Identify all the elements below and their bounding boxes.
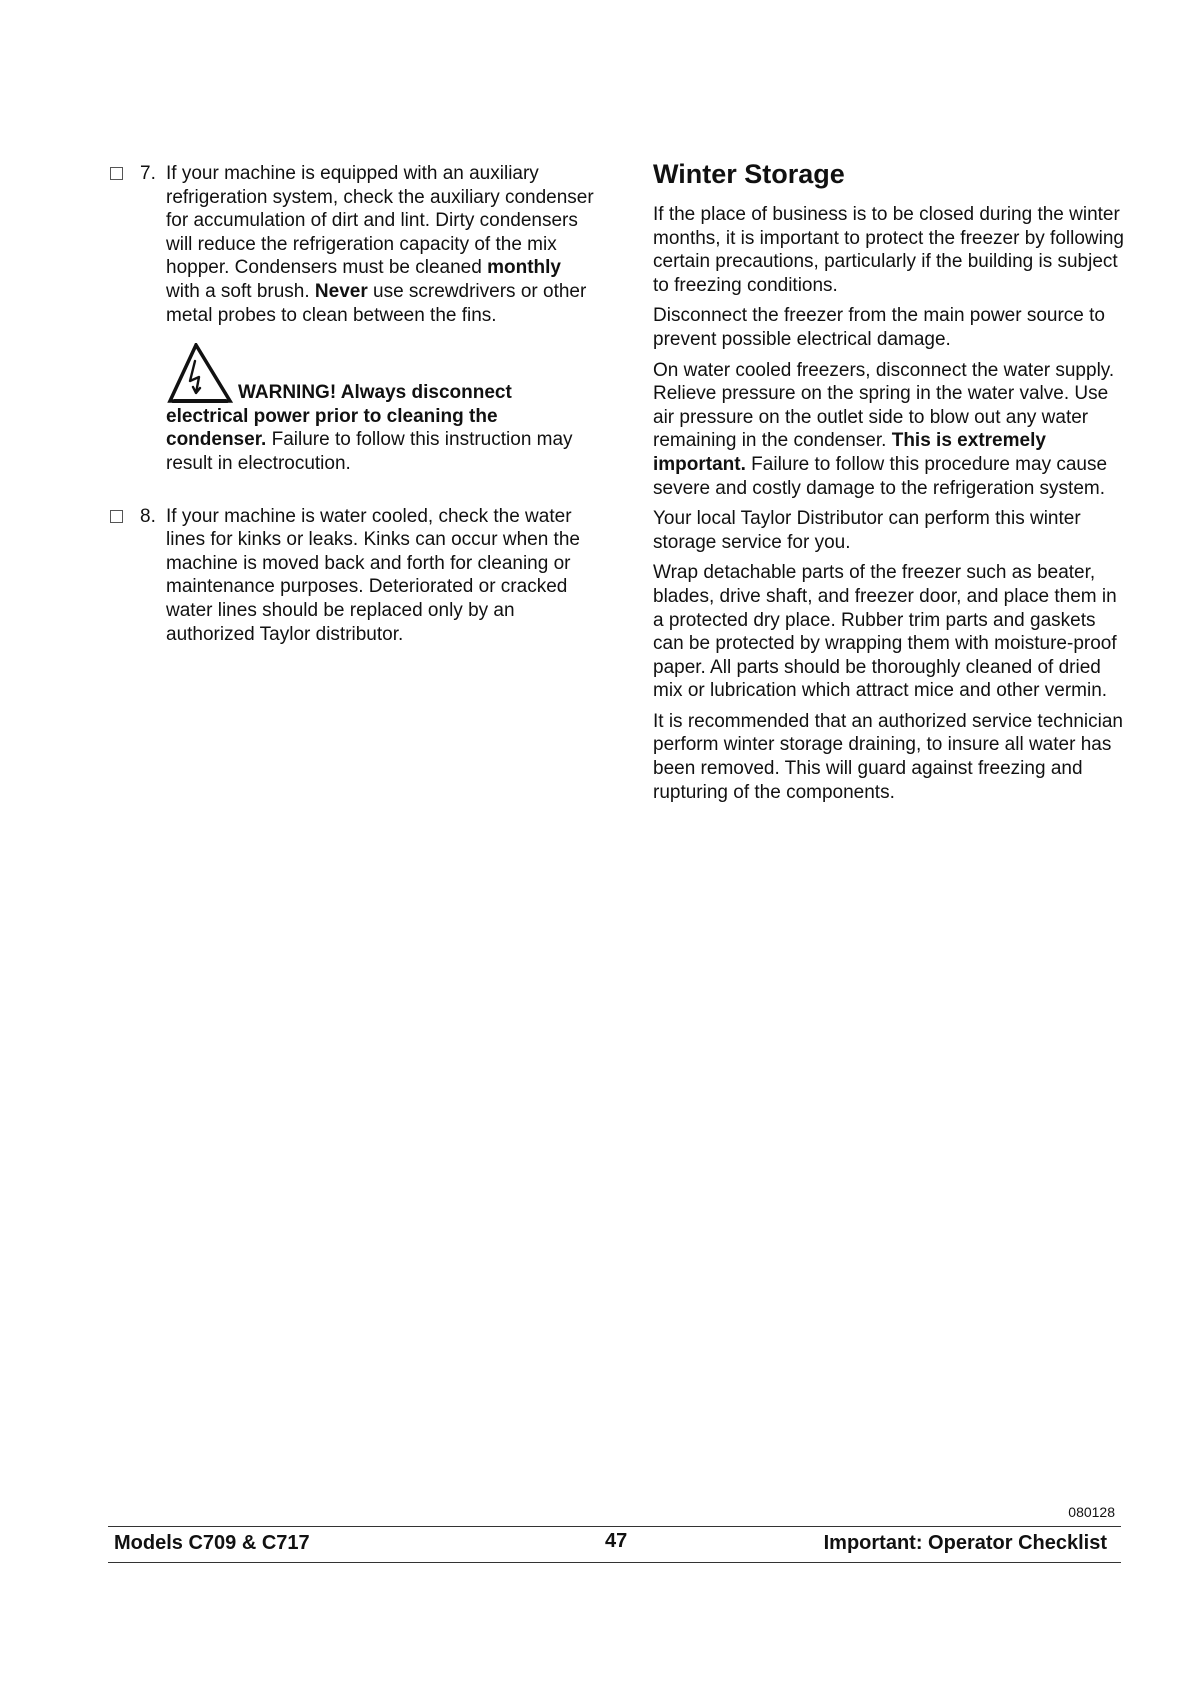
- footer-model: Models C709 & C717: [114, 1532, 310, 1554]
- paragraph: It is recommended that an authorized service technician perform winter storage draining, to insure all water has been removed. This will guard against freezing and rupturing of the components.: [653, 710, 1123, 803]
- left-column: [108, 162, 598, 646]
- paragraph: Wrap detachable parts of the freezer such as beater, blades, drive shaft, and freezer door, and place them in a protected dry place. Rubber trim parts and gaskets can be protected by wrapping them with moisture-proof paper. All parts should be thoroughly cleaned of dried mix or lubrication which attract mice and other vermin.: [653, 562, 1117, 702]
- checklist-item-8: [108, 505, 598, 647]
- paragraph: Your local Taylor Distributor can perform this winter storage service for you.: [653, 508, 1081, 553]
- paragraph: On water cooled freezers, disconnect the water supply. Relieve pressure on the spring in the water valve. Use air pressure on the outlet side to blow out any water remaining in the condenser. This is extremely important. Failure to follow this procedure may cause severe and costly damage to the refrigeration system.: [653, 359, 1115, 499]
- paragraph: If the place of business is to be closed during the winter months, it is important to protect the freezer by following certain precautions, particularly if the building is subject to freezing conditions.: [653, 204, 1124, 296]
- item-number: 8.: [140, 505, 156, 527]
- section-heading: Winter Storage: [653, 159, 845, 189]
- item-8-text: If your machine is water cooled, check the water lines for kinks or leaks. Kinks can occur when the machine is moved back and forth for cleaning or maintenance purposes. Deteriorated or cracked water lines should be replaced only by an authorized Taylor distributor.: [166, 505, 580, 645]
- checkbox-icon[interactable]: [110, 167, 123, 180]
- item-7-text: If your machine is equipped with an auxiliary refrigeration system, check the auxiliary condenser for accumulation of dirt and lint. Dirty condensers will reduce the refrigeration capacity of the mix hopper. Condensers must be cleaned monthly with a soft brush. Never use screwdrivers or other metal probes to clean between the fins.: [166, 163, 594, 326]
- footer-divider: [108, 1562, 1121, 1563]
- footer-divider: [108, 1526, 1121, 1527]
- right-column: [653, 158, 1128, 811]
- item-number: 7.: [140, 163, 156, 184]
- document-code: 080128: [1068, 1504, 1115, 1520]
- warning-block: [166, 343, 598, 475]
- checklist-item-7: [108, 162, 598, 327]
- warning-text: WARNING! Always disconnect electrical power prior to cleaning the condenser. Failure to follow this instruction may result in electrocution.: [166, 382, 573, 474]
- footer-section-title: Important: Operator Checklist: [823, 1532, 1107, 1554]
- paragraph: Disconnect the freezer from the main power source to prevent possible electrical damage.: [653, 305, 1105, 350]
- checkbox-icon[interactable]: [110, 510, 123, 523]
- page-number: 47: [605, 1530, 628, 1552]
